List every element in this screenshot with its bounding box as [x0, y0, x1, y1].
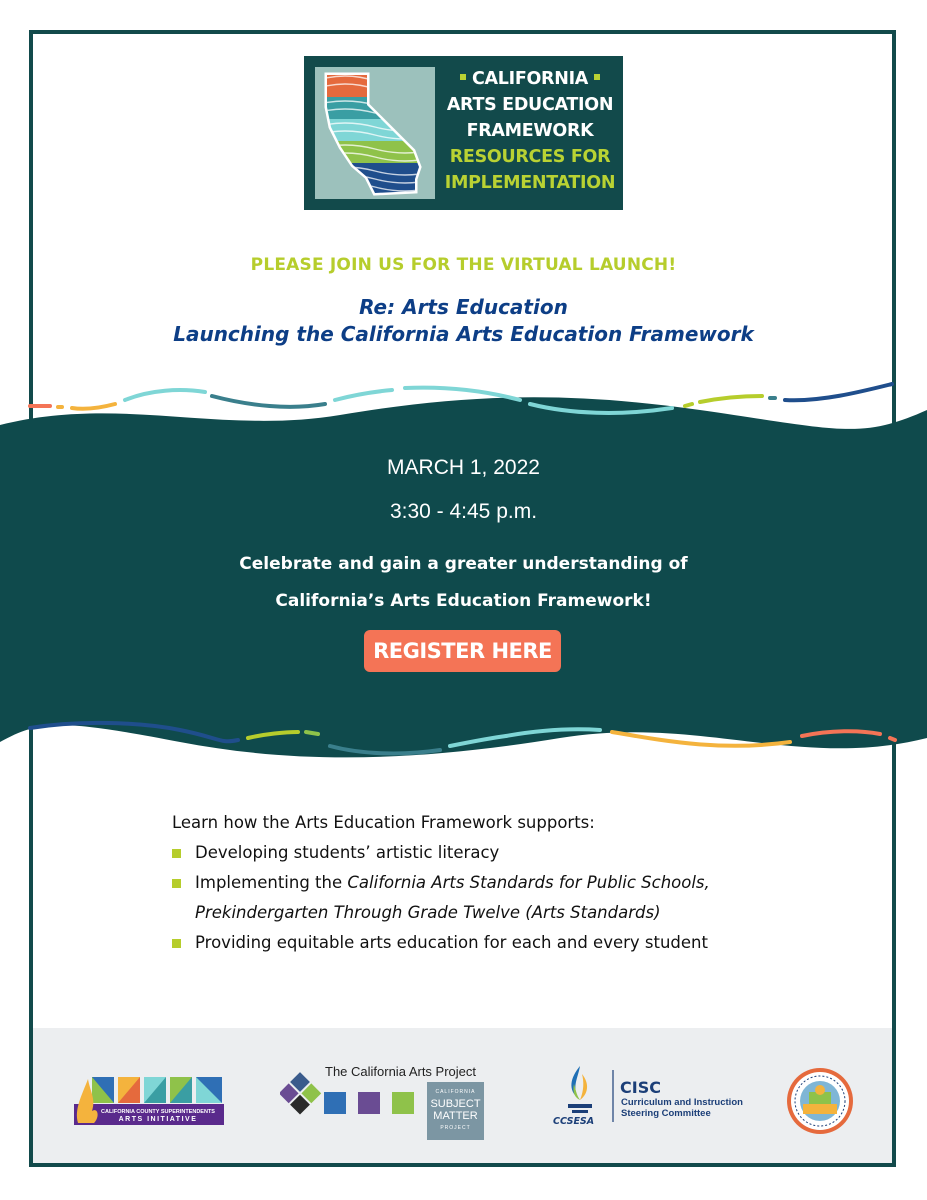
cisc-subtitle: [621, 1097, 743, 1119]
logo-line-5: IMPLEMENTATION: [444, 173, 616, 193]
list-item-text: Developing students’ artistic literacy: [195, 843, 500, 862]
bullet-square-icon: [460, 74, 466, 80]
california-map-icon: [315, 67, 435, 199]
logo-line-2: ARTS EDUCATION: [446, 95, 614, 115]
list-item: [172, 838, 710, 868]
list-item-text: Implementing the: [195, 873, 348, 892]
logo-line-3: FRAMEWORK: [466, 121, 594, 141]
cisc-title: CISC: [620, 1078, 661, 1097]
dance-icon: [324, 1092, 346, 1114]
arts-standards-title-cont: Prekindergarten Through Grade Twelve (Arts Standards): [195, 903, 661, 922]
event-title-line-1: Re: Arts Education: [359, 295, 568, 319]
ccsesa-label: CCSESA: [553, 1116, 595, 1127]
register-button[interactable]: REGISTER HERE: [364, 630, 561, 672]
learn-section: [172, 808, 710, 958]
music-icon: [358, 1092, 380, 1114]
arts-initiative-line-2: ARTS INITIATIVE: [118, 1116, 198, 1123]
smp-small-label: CALIFORNIA: [435, 1089, 476, 1095]
event-description: [0, 546, 927, 620]
smp-line-2: MATTER: [433, 1110, 478, 1122]
list-item: [172, 928, 710, 958]
event-description-line-2: California’s Arts Education Framework!: [275, 591, 652, 611]
cisc-line-1: Curriculum and Instruction: [621, 1097, 743, 1108]
arts-initiative-logo: [74, 1073, 224, 1125]
logo-line-1: CALIFORNIA: [471, 69, 589, 89]
learn-intro: Learn how the Arts Education Framework supports:: [172, 813, 595, 832]
event-time: 3:30 - 4:45 p.m.: [389, 500, 538, 523]
event-description-line-1: Celebrate and gain a greater understanding of: [239, 554, 688, 574]
arts-standards-title: California Arts Standards for Public Schools,: [347, 873, 710, 892]
department-of-education-seal-icon: [785, 1066, 855, 1136]
framework-logo: [304, 56, 623, 210]
event-date: MARCH 1, 2022: [387, 456, 540, 479]
list-item-text: Providing equitable arts education for each and every student: [195, 933, 708, 952]
learn-list: [172, 838, 710, 958]
bullet-square-icon: [594, 74, 600, 80]
bullet-square-icon: [172, 849, 181, 858]
subject-matter-project-logo: [427, 1082, 484, 1140]
logo-line-4: RESOURCES FOR: [449, 147, 611, 167]
bullet-square-icon: [172, 939, 181, 948]
california-map-panel: [315, 67, 435, 199]
invite-heading: PLEASE JOIN US FOR THE VIRTUAL LAUNCH!: [250, 255, 677, 275]
smp-line-1: SUBJECT: [430, 1098, 481, 1110]
bullet-square-icon: [172, 879, 181, 888]
cisc-line-2: Steering Committee: [621, 1108, 711, 1119]
event-title-line-2: Launching the California Arts Education Framework: [173, 322, 754, 346]
theatre-icon: [392, 1092, 414, 1114]
arts-initiative-line-1: CALIFORNIA COUNTY SUPERINTENDENTS: [101, 1109, 215, 1115]
event-title: [0, 294, 927, 348]
list-item: [172, 868, 710, 928]
california-arts-project-title: The California Arts Project: [325, 1064, 477, 1079]
smp-line-3: PROJECT: [440, 1125, 471, 1131]
